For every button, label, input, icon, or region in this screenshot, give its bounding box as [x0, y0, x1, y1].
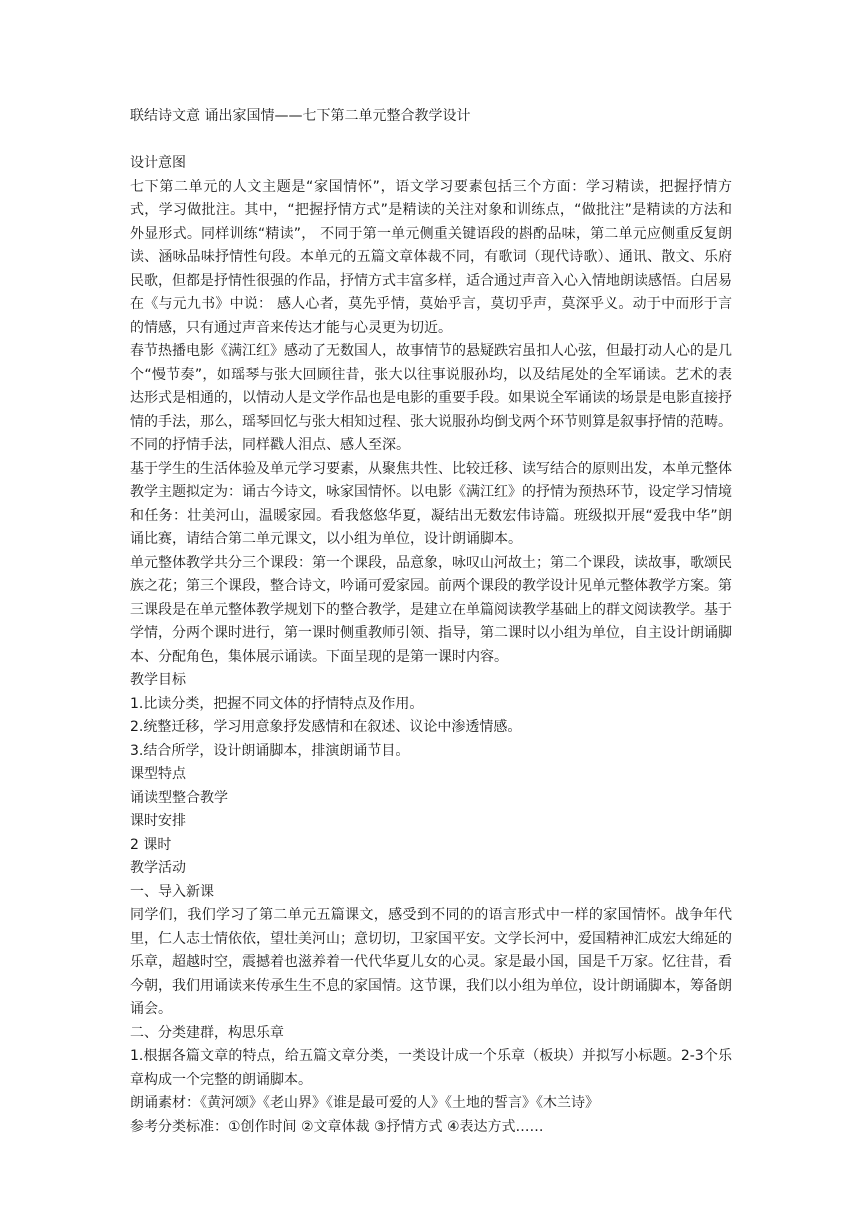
goal-item-1: 1.比读分类，把握不同文体的抒情特点及作用。: [130, 695, 424, 712]
activity-heading-classify: 二、分类建群，构思乐章: [130, 1024, 284, 1041]
activity-heading-intro: 一、导入新课: [130, 883, 214, 900]
schedule-value: 2 课时: [130, 836, 172, 853]
section-heading-goals: 教学目标: [130, 672, 186, 688]
goal-item-2: 2.统整迁移，学习用意象抒发感情和在叙述、议论中渗透情感。: [130, 719, 522, 735]
paragraph-intent-2: 春节热播电影《满江红》感动了无数国人，故事情节的悬疑跌宕虽扣人心弦，但最打动人心的是几个“慢节奏”，如瑶琴与张大回顾往昔，张大以往事说服孙均，以及结尾处的全军诵读。艺术的表达形式是相通的，以情动人是文学作品也是电影的重要手段。如果说全军诵读的场景是电影直接抒情的手法，那么，瑶琴回忆与张大相知过程、张大说服孙均倒戈两个环节则算是叙事抒情的范畴。不同的抒情手法，同样戳人泪点、感人至深。: [130, 343, 732, 453]
section-heading-activities: 教学活动: [130, 860, 186, 876]
paragraph-classify-task: 1.根据各篇文章的特点，给五篇文章分类，一类设计成一个乐章（板块）并拟写小标题。2-3个乐章构成一个完整的朗诵脚本。: [130, 1048, 732, 1088]
materials-line: 朗诵素材：《黄河颂》《老山界》《谁是最可爱的人》《土地的誓言》《木兰诗》: [130, 1095, 599, 1111]
paragraph-intent-3: 基于学生的生活体验及单元学习要素，从聚焦共性、比较迁移、读写结合的原则出发，本单元整体教学主题拟定为：诵古今诗文，咏家国情怀。以电影《满江红》的抒情为预热环节，设定学习情境和任务：壮美河山，温暖家园。看我悠悠华夏，凝结出无数宏伟诗篇。班级拟开展“爱我中华”朗诵比赛，请结合第二单元课文，以小组为单位，设计朗诵脚本。: [130, 460, 732, 547]
criteria-line: 参考分类标准：①创作时间 ②文章体裁 ③抒情方式 ④表达方式……: [130, 1118, 544, 1135]
paragraph-intro: 同学们，我们学习了第二单元五篇课文，感受到不同的的语言形式中一样的家国情怀。战争年代里，仁人志士情依依，望壮美河山；意切切，卫家国平安。文学长河中，爱国精神汇成宏大绵延的乐章，超越时空，震撼着也滋养着一代代华夏儿女的心灵。家是最小国，国是千万家。忆往昔，看今朝，我们用诵读来传承生生不息的家国情。这节课，我们以小组为单位，设计朗诵脚本，筹备朗诵会。: [130, 907, 732, 1017]
section-heading-schedule: 课时安排: [130, 813, 186, 829]
section-heading-design-intent: 设计意图: [130, 155, 186, 171]
document-title: 联结诗文意 诵出家国情——七下第二单元整合教学设计: [130, 108, 471, 124]
goal-item-3: 3.结合所学，设计朗诵脚本，排演朗诵节目。: [130, 742, 410, 759]
section-heading-lesson-type: 课型特点: [130, 766, 186, 782]
paragraph-intent-1: 七下第二单元的人文主题是“家国情怀”，语文学习要素包括三个方面：学习精读，把握抒情方式，学习做批注。其中，“把握抒情方式”是精读的关注对象和训练点，“做批注”是精读的方法和外显形式。同样训练“精读”， 不同于第一单元侧重关键语段的斟酌品味，第二单元应侧重反复朗读、涵咏品味抒情性句段。本单元的五篇文章体裁不同，有歌词（现代诗歌）、通讯、散文、乐府民歌，但都是抒情性很强的作品，抒情方式丰富多样，适合通过声音入心入情地朗读感悟。白居易在《与元九书》中说： 感人心者，莫先乎情，莫始乎言，莫切乎声，莫深乎义。动于中而形于言的情感，只有通过声音来传达才能与心灵更为切近。: [130, 178, 732, 336]
paragraph-intent-4: 单元整体教学共分三个课段：第一个课段，品意象，咏叹山河故土；第二个课段，读故事，歌颂民族之花；第三个课段，整合诗文，吟诵可爱家园。前两个课段的教学设计见单元整体教学方案。第三课段是在单元整体教学规划下的整合教学，是建立在单篇阅读教学基础上的群文阅读教学。基于学情，分两个课时进行，第一课时侧重教师引领、指导，第二课时以小组为单位，自主设计朗诵脚本、分配角色，集体展示诵读。下面呈现的是第一课时内容。: [130, 554, 732, 665]
document-page: [130, 104, 732, 1139]
lesson-type-value: 诵读型整合教学: [130, 789, 228, 806]
